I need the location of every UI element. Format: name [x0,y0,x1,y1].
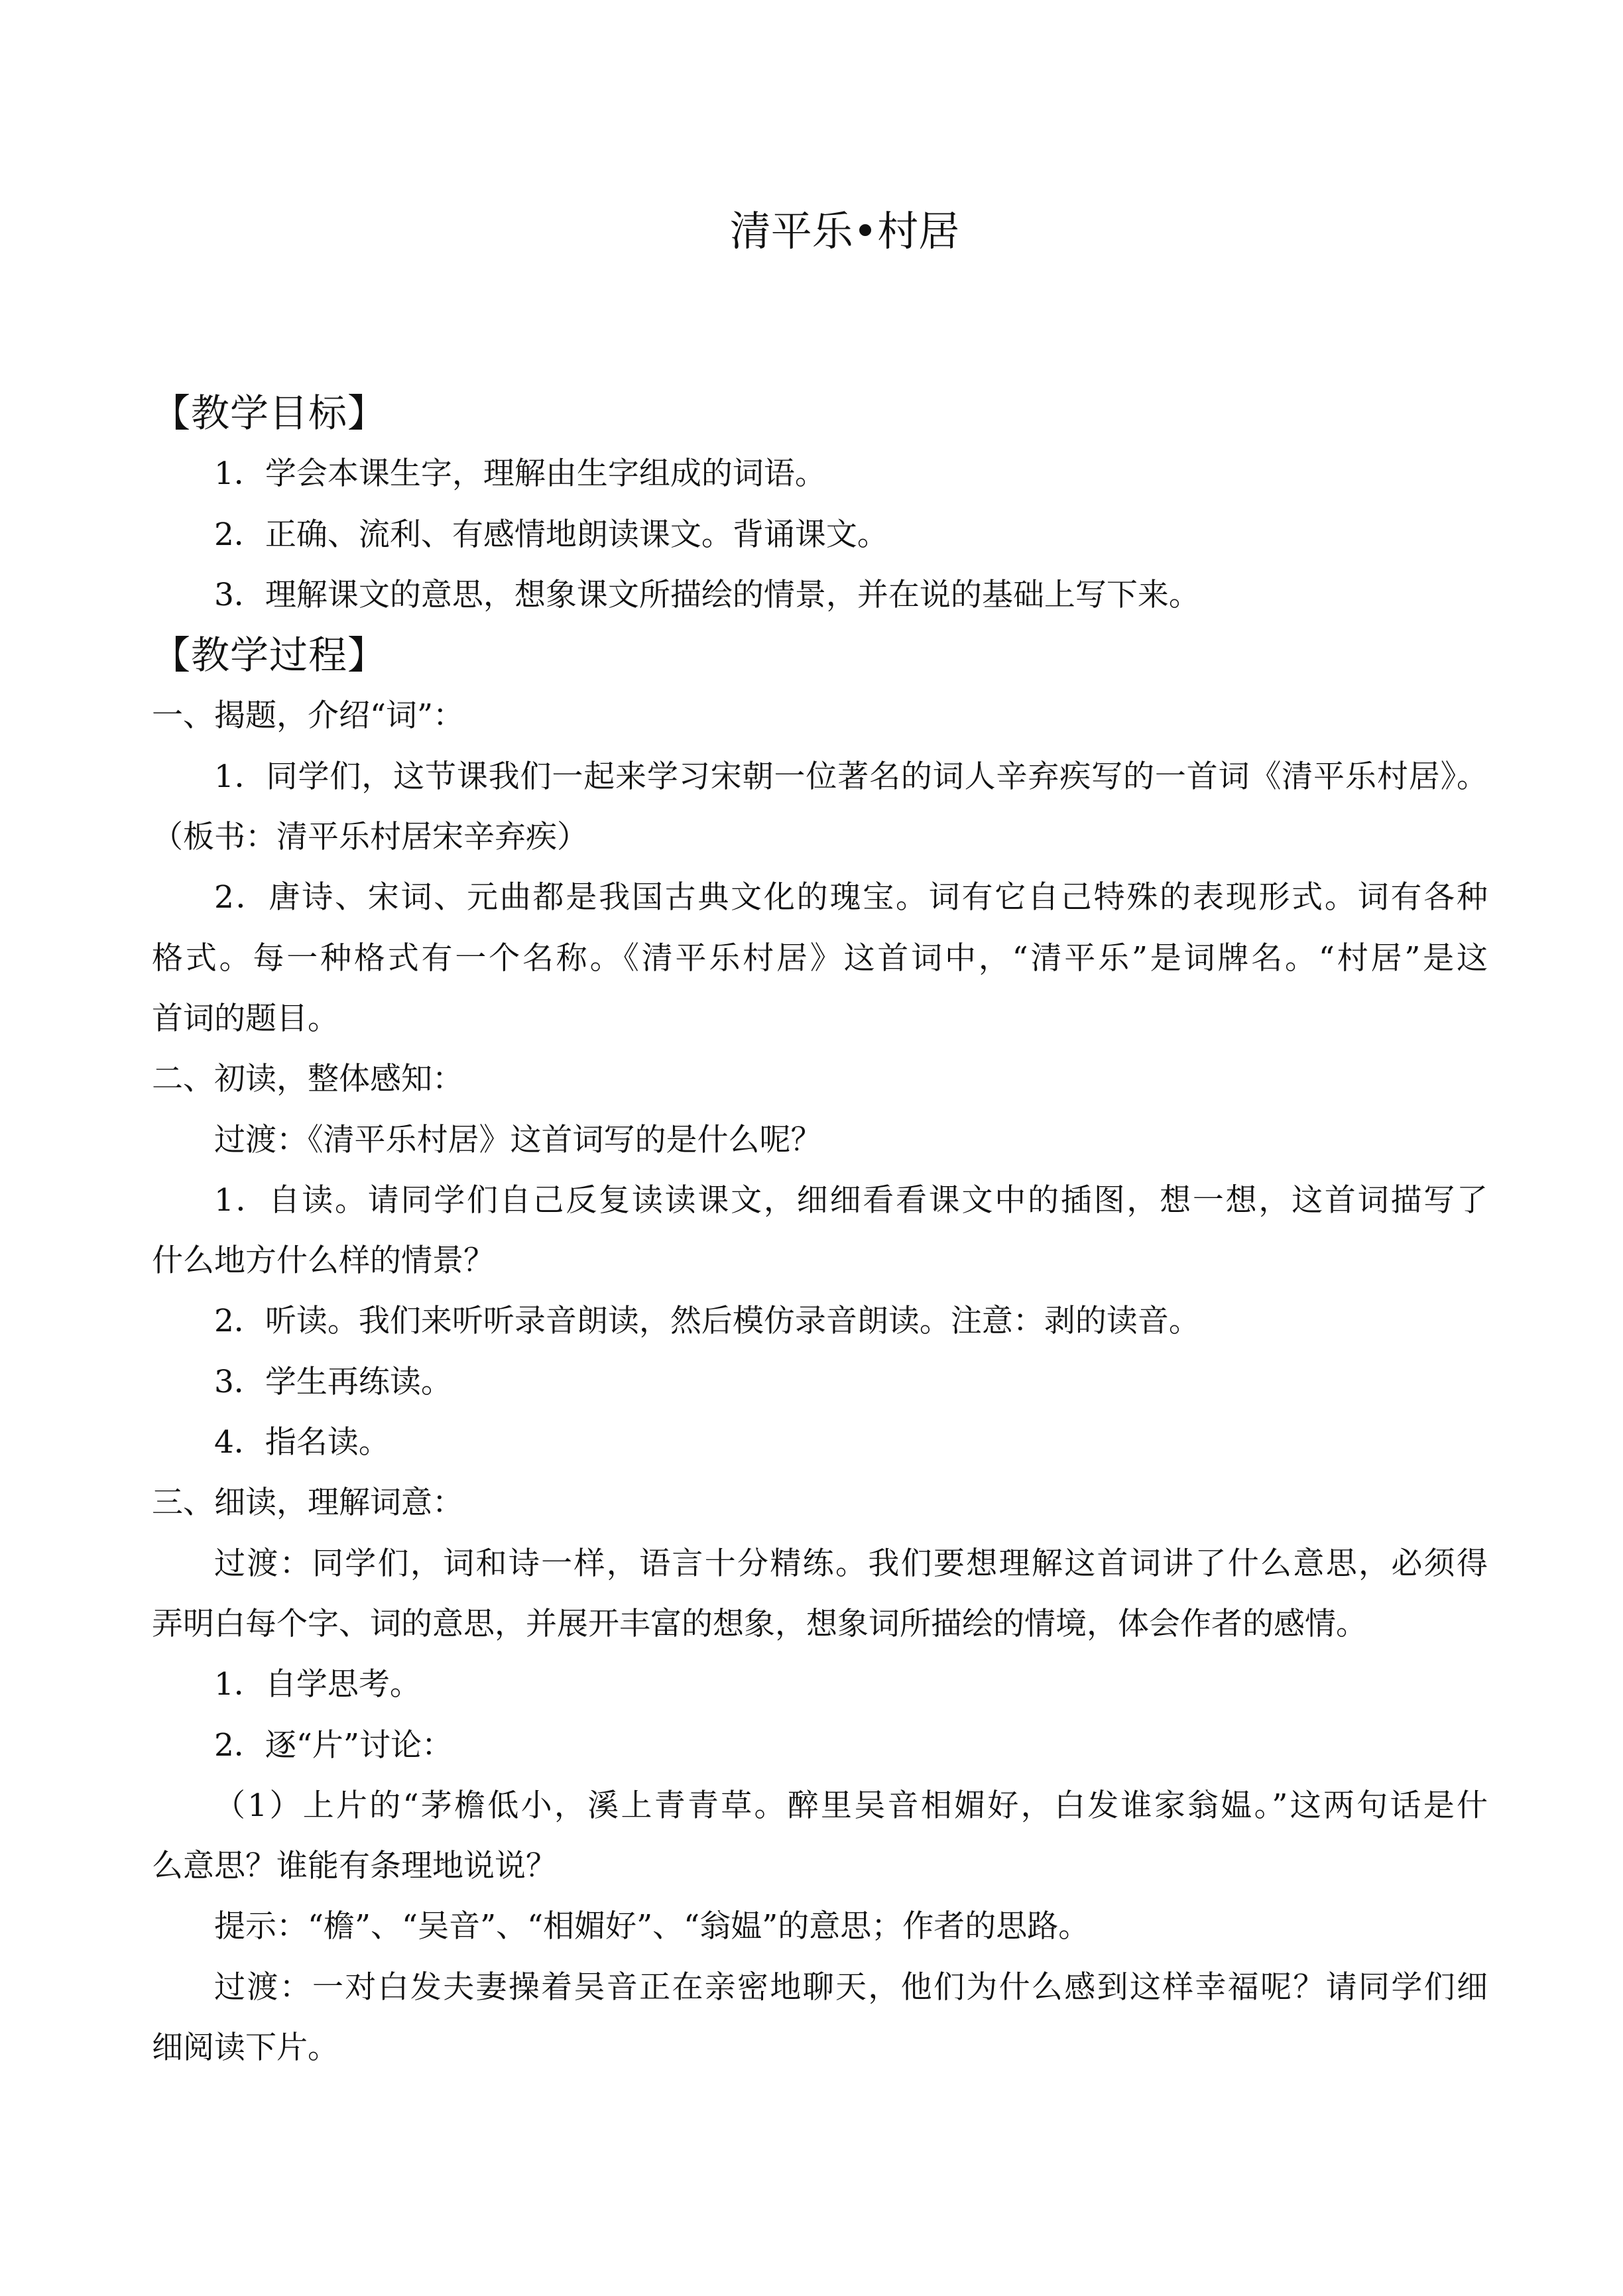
paragraph [152,1291,1488,1351]
part-heading: 三、细读，理解词意： [152,1484,463,1522]
paragraph-line: 首词的题目。 [152,1000,339,1037]
paragraph-line: 格式。每一种格式有一个名称。《清平乐村居》这首词中，“清平乐”是词牌名。“村居”是这 [152,939,1488,977]
paragraph [152,1534,1488,1655]
paragraph-line: （1）上片的“茅檐低小，溪上青青草。醉里吴音相媚好，白发谁家翁媪。”这两句话是什 [214,1787,1488,1824]
paragraph-line: 弄明白每个字、词的意思，并展开丰富的想象，想象词所描绘的情境，体会作者的感情。 [152,1605,1367,1642]
paragraph-line: 4．指名读。 [214,1424,390,1461]
paragraph-line: 提示：“檐”、“吴音”、“相媚好”、“翁媪”的意思；作者的思路。 [214,1908,1090,1945]
paragraph-line: 2．逐“片”讨论： [214,1726,453,1764]
paragraph [152,1957,1488,2079]
paragraph [152,1110,1488,1170]
paragraph-line: 1．自学思考。 [214,1666,421,1703]
paragraph-line: 2．听读。我们来听听录音朗读，然后模仿录音朗读。注意：剥的读音。 [214,1303,1200,1340]
process-heading: 【教学过程】 [152,633,387,678]
paragraph-line: 过渡：《清平乐村居》这首词写的是什么呢？ [214,1121,822,1158]
process-section [152,625,1488,2078]
objective-item: 3．理解课文的意思，想象课文所描绘的情景，并在说的基础上写下来。 [214,576,1200,613]
objectives-section [152,383,1488,625]
paragraph [152,1654,1488,1715]
objectives-heading: 【教学目标】 [152,391,387,436]
paragraph-line: 过渡：一对白发夫妻操着吴音正在亲密地聊天，他们为什么感到这样幸福呢？请同学们细 [214,1968,1488,2006]
page-title: 清平乐•村居 [729,207,960,255]
paragraph [152,1412,1488,1473]
paragraph-line: 1．同学们，这节课我们一起来学习宋朝一位著名的词人辛弃疾写的一首词《清平乐村居》。 [214,758,1488,795]
paragraph-line: 什么地方什么样的情景？ [152,1242,495,1280]
process-part [152,1049,1488,1473]
paragraph [152,867,1488,1049]
paragraph [152,1170,1488,1292]
paragraph-line: 么意思？谁能有条理地说说？ [152,1848,557,1885]
paragraph-line: （板书：清平乐村居宋辛弃疾） [152,819,588,856]
part-heading: 二、初读，整体感知： [152,1061,463,1098]
process-part [152,686,1488,1049]
paragraph-line: 过渡：同学们，词和诗一样，语言十分精练。我们要想理解这首词讲了什么意思，必须得 [214,1545,1488,1582]
paragraph-line: 1．自读。请同学们自己反复读读课文，细细看看课文中的插图，想一想，这首词描写了 [214,1181,1488,1219]
objective-item: 2．正确、流利、有感情地朗读课文。背诵课文。 [214,516,888,553]
process-part [152,1473,1488,2078]
paragraph-line: 细阅读下片。 [152,2029,339,2067]
paragraph [152,1896,1488,1957]
paragraph [152,747,1488,868]
paragraph [152,1715,1488,1776]
part-heading: 一、揭题，介绍“词”： [152,697,465,735]
paragraph [152,1776,1488,1897]
document-body [152,383,1488,2078]
objective-item: 1．学会本课生字，理解由生字组成的词语。 [214,455,826,493]
paragraph-line: 2．唐诗、宋词、元曲都是我国古典文化的瑰宝。词有它自己特殊的表现形式。词有各种 [214,879,1488,916]
paragraph [152,1352,1488,1412]
paragraph-line: 3．学生再练读。 [214,1363,452,1400]
